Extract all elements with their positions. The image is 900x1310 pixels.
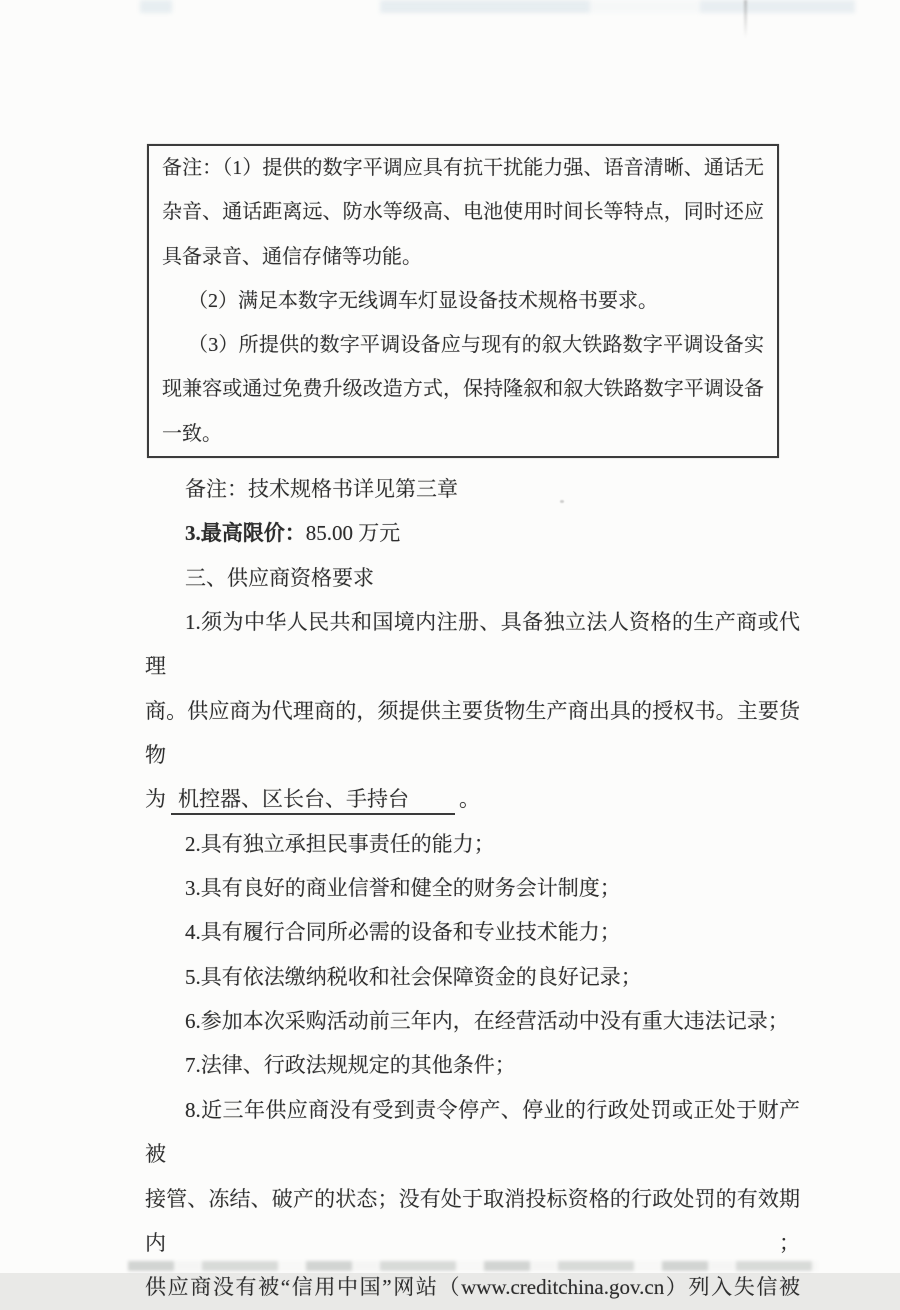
remark-line-5: （3）所提供的数字平调设备应与现有的叙大铁路数字平调设备实 <box>188 334 764 357</box>
section-heading-supplier-qualifications: 三、供应商资格要求 <box>185 565 374 590</box>
goods-suffix: 。 <box>459 787 480 812</box>
scan-artifact-crease <box>744 0 747 38</box>
requirement-7: 7.法律、行政法规规定的其他条件； <box>185 1053 516 1078</box>
requirement-8-line-2: 接管、冻结、破产的状态；没有处于取消投标资格的行政处罚的有效期内； <box>145 1186 800 1255</box>
requirement-5: 5.具有依法缴纳税收和社会保障资金的良好记录； <box>185 964 642 989</box>
remark-line-6: 现兼容或通过免费升级改造方式，保持隆叙和叙大铁路数字平调设备 <box>162 378 764 401</box>
requirement-3: 3.具有良好的商业信誉和健全的财务会计制度； <box>185 876 621 901</box>
goods-prefix: 为 <box>145 787 166 812</box>
requirement-4: 4.具有履行合同所必需的设备和专业技术能力； <box>185 920 621 945</box>
goods-underlined-blank: 机控器、区长台、手持台 <box>171 786 455 815</box>
document-body <box>145 467 800 1310</box>
max-price-label: 3.最高限价： <box>185 521 306 546</box>
max-price-value: 85.00 万元 <box>305 521 401 546</box>
requirement-1-line-1: 1.须为中华人民共和国境内注册、具备独立法人资格的生产商或代理 <box>145 610 800 679</box>
requirement-2: 2.具有独立承担民事责任的能力； <box>185 831 495 856</box>
requirement-6: 6.参加本次采购活动前三年内，在经营活动中没有重大违法记录； <box>185 1009 789 1034</box>
remark-line-2: 杂音、通话距离远、防水等级高、电池使用时间长等特点，同时还应 <box>162 201 764 224</box>
requirement-1-line-3 <box>145 777 800 821</box>
remark-line-4: （2）满足本数字无线调车灯显设备技术规格书要求。 <box>188 289 658 312</box>
remark-line-3: 具备录音、通信存储等功能。 <box>162 245 422 268</box>
scan-artifact-top-smudge <box>140 0 855 13</box>
requirement-1-line-2: 商。供应商为代理商的，须提供主要货物生产商出具的授权书。主要货物 <box>145 698 800 768</box>
scan-artifact-bottom-bleed <box>128 1261 818 1271</box>
max-price-line <box>145 511 800 555</box>
remark-line-1: 备注：（1）提供的数字平调应具有抗干扰能力强、语音清晰、通话无 <box>162 157 764 179</box>
requirement-8-line-3: 供应商没有被“信用中国”网站（www.creditchina.gov.cn）列入失信被 <box>145 1275 800 1300</box>
remark-box <box>147 144 779 458</box>
spec-note-line: 备注：技术规格书详见第三章 <box>185 477 458 501</box>
requirement-8-line-1: 8.近三年供应商没有受到责令停产、停业的行政处罚或正处于财产被 <box>145 1097 800 1167</box>
remark-line-7: 一致。 <box>162 422 222 445</box>
